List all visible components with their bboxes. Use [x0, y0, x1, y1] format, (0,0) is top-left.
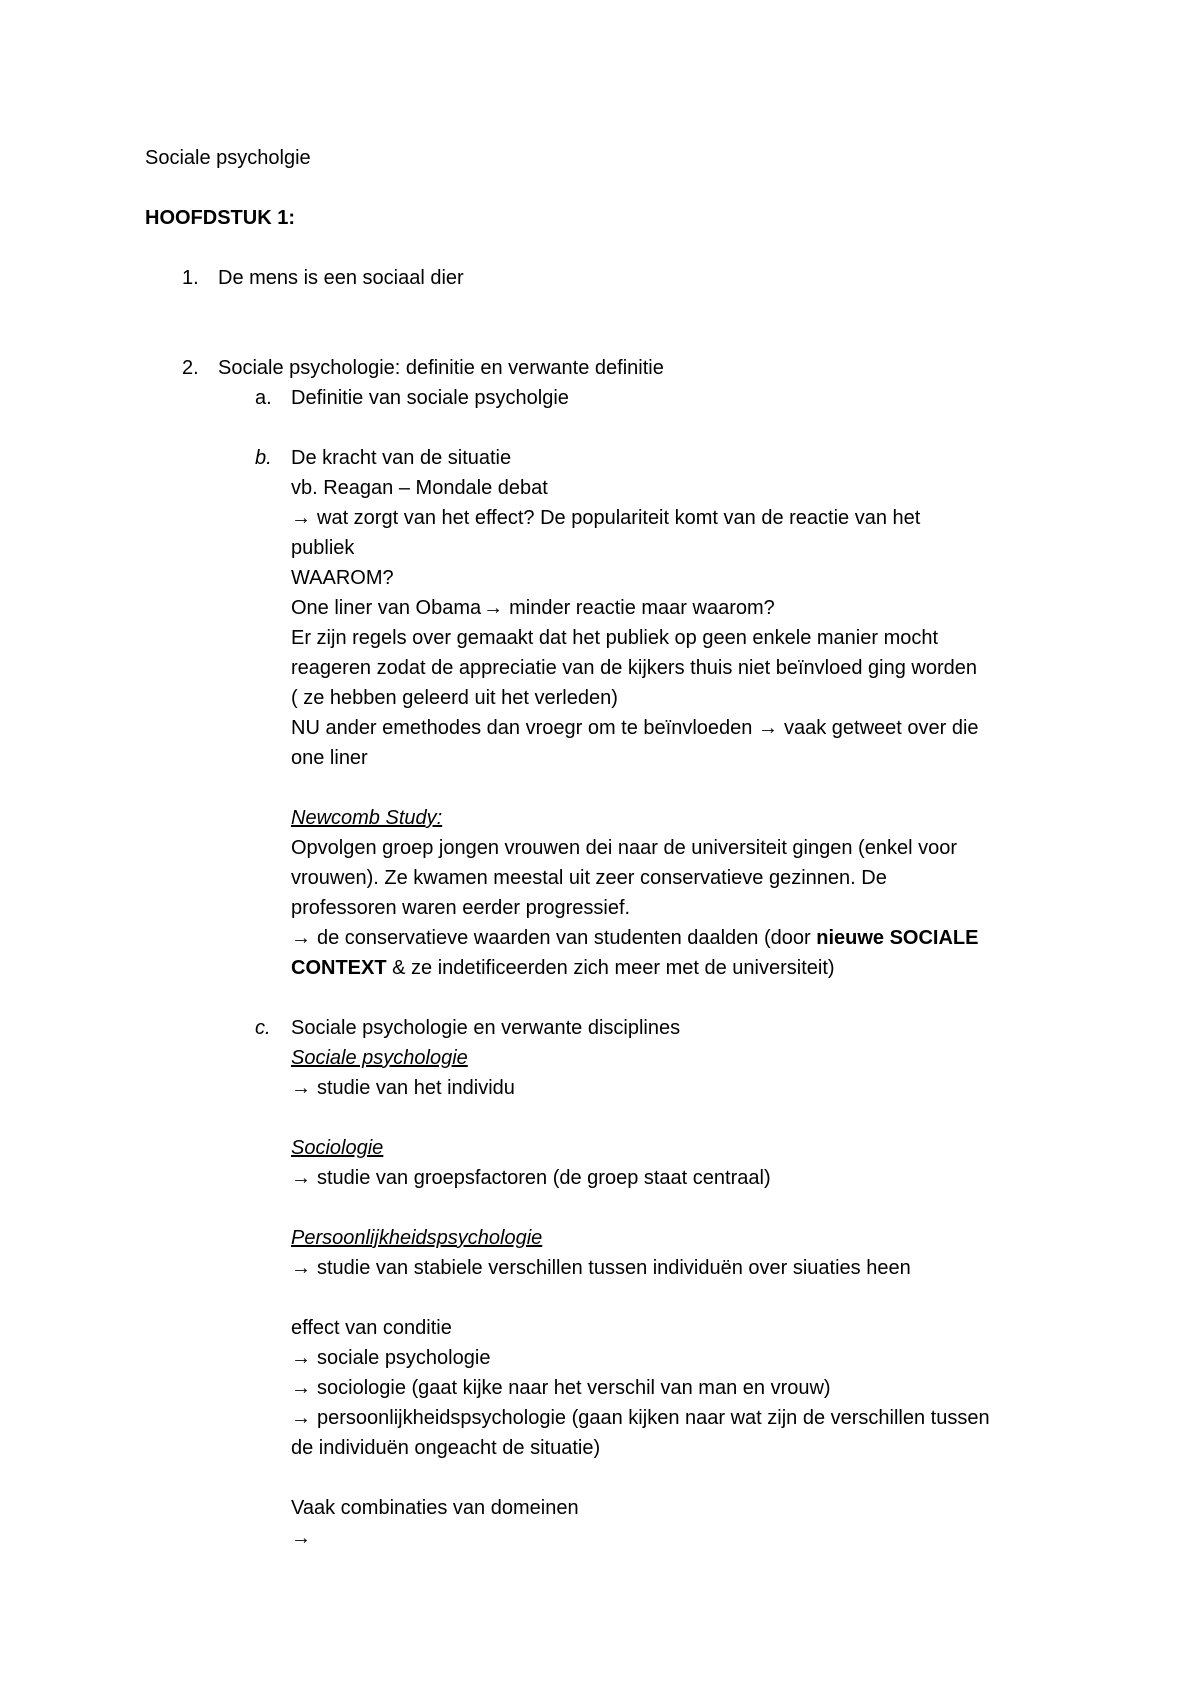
- sub-b-line: reageren zodat de appreciatie van de kijkers thuis niet beïnvloed ging worden: [291, 657, 977, 679]
- condition-line: de individuën ongeacht de situatie): [291, 1437, 601, 1459]
- newcomb-study-line: Opvolgen groep jongen vrouwen dei naar de universiteit gingen (enkel voor: [291, 837, 957, 859]
- combination-text: Vaak combinaties van domeinen: [291, 1497, 579, 1519]
- discipline-text: → studie van het individu: [291, 1077, 515, 1099]
- sub-c-heading: Sociale psychologie en verwante disciplines: [291, 1017, 681, 1039]
- item-2-text: Sociale psychologie: definitie en verwante definitie: [218, 357, 664, 379]
- sub-b-line: One liner van Obama → minder reactie maar waarom?: [291, 597, 775, 619]
- sub-b-line: ( ze hebben geleerd uit het verleden): [291, 687, 618, 709]
- sub-a-text: Definitie van sociale psycholgie: [291, 387, 569, 409]
- arrow-icon: →: [291, 1257, 311, 1279]
- arrow-icon: →: [291, 1407, 311, 1429]
- discipline-title: Sociale psychologie: [291, 1047, 468, 1069]
- newcomb-study-title: Newcomb Study:: [291, 807, 443, 829]
- discipline-text: → studie van stabiele verschillen tussen individuën over siuaties heen: [291, 1257, 911, 1279]
- arrow-icon: →: [483, 597, 504, 619]
- arrow-icon: →: [291, 1377, 311, 1399]
- arrow-icon: →: [291, 1347, 311, 1369]
- sub-c-letter: c.: [255, 1017, 271, 1039]
- newcomb-study-line: vrouwen). Ze kwamen meestal uit zeer conservatieve gezinnen. De: [291, 867, 887, 889]
- newcomb-conclusion: CONTEXT & ze indetificeerden zich meer met de universiteit): [291, 957, 835, 979]
- sub-a-letter: a.: [255, 387, 272, 409]
- arrow-icon: →: [291, 1167, 311, 1189]
- item-2-number: 2.: [182, 357, 199, 379]
- sub-b-letter: b.: [255, 447, 272, 469]
- arrow-icon: →: [757, 717, 778, 739]
- sub-b-line: publiek: [291, 537, 355, 559]
- newcomb-study-line: professoren waren eerder progressief.: [291, 897, 631, 919]
- condition-line: → sociale psychologie: [291, 1347, 491, 1369]
- sub-b-line: → wat zorgt van het effect? De populariteit komt van de reactie van het: [291, 507, 921, 529]
- newcomb-conclusion: → de conservatieve waarden van studenten daalden (door nieuwe SOCIALE: [291, 927, 979, 949]
- condition-title: effect van conditie: [291, 1317, 452, 1339]
- discipline-title: Sociologie: [291, 1137, 384, 1159]
- discipline-title: Persoonlijkheidspsychologie: [291, 1227, 543, 1249]
- sub-b-heading: De kracht van de situatie: [291, 447, 512, 469]
- arrow-icon: →: [291, 507, 311, 529]
- arrow-icon: →: [291, 927, 311, 949]
- arrow-icon: →: [291, 1077, 311, 1099]
- discipline-text: → studie van groepsfactoren (de groep staat centraal): [291, 1167, 771, 1189]
- sub-b-line: WAAROM?: [291, 567, 394, 589]
- combination-arrow: [291, 1525, 317, 1551]
- condition-line: → persoonlijkheidspsychologie (gaan kijken naar wat zijn de verschillen tussen: [291, 1407, 990, 1429]
- arrow-icon: →: [291, 1527, 311, 1549]
- sub-b-line: vb. Reagan – Mondale debat: [291, 477, 548, 499]
- document-title: Sociale psycholgie: [145, 147, 311, 169]
- item-1-number: 1.: [182, 267, 199, 289]
- sub-b-line: one liner: [291, 747, 368, 769]
- condition-line: → sociologie (gaat kijke naar het verschil van man en vrouw): [291, 1377, 831, 1399]
- chapter-heading: HOOFDSTUK 1:: [145, 207, 295, 229]
- item-1-text: De mens is een sociaal dier: [218, 267, 464, 289]
- sub-b-line: Er zijn regels over gemaakt dat het publiek op geen enkele manier mocht: [291, 627, 939, 649]
- sub-b-line: NU ander emethodes dan vroegr om te beïnvloeden → vaak getweet over die: [291, 717, 979, 739]
